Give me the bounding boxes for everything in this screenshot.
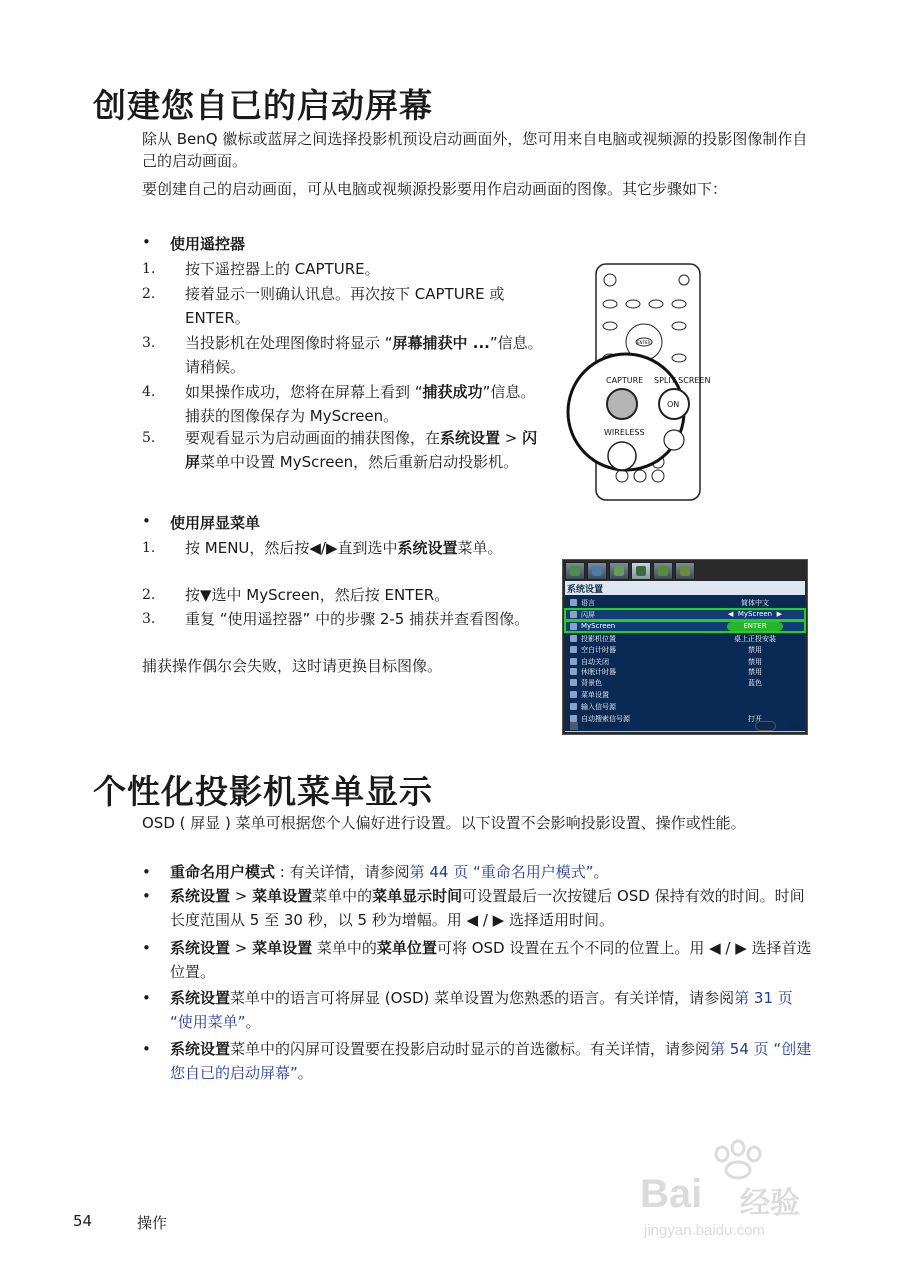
sleep-timer-icon bbox=[570, 668, 577, 675]
remote-control-illustration bbox=[566, 262, 711, 502]
osd-row-myscreen: MyScreen ENTER bbox=[565, 621, 805, 632]
splash-icon bbox=[570, 611, 577, 618]
osd-row-projector-position: 投影机位置 桌上正投安装 bbox=[565, 633, 805, 644]
menu-settings-icon bbox=[570, 691, 577, 698]
projector-position-icon bbox=[570, 635, 577, 642]
capture-note: 捕获操作偶尔会失败，这时请更换目标图像。 bbox=[142, 657, 443, 675]
bullet-splash-screen: • 系统设置菜单中的闪屏可设置要在投影启动时显示的首选徽标。有关详情，请参阅第 54 页 “创建您自已的启动屏幕”。 bbox=[142, 1040, 812, 1082]
blank-timer-icon bbox=[570, 646, 577, 653]
left-arrow-icon: ◀ bbox=[728, 610, 738, 618]
osd-enter-button: ENTER bbox=[727, 622, 783, 631]
osd-row-auto-off: 自动关闭 禁用 bbox=[565, 656, 805, 667]
intro-paragraph-2: 要创建自己的启动画面，可从电脑或视频源投影要用作启动画面的图像。其它步骤如下： bbox=[142, 180, 728, 198]
link-page-44[interactable]: 第 44 页 “重命名用户模式” bbox=[409, 863, 594, 881]
bullet-language: • 系统设置菜单中的语言可将屏显 (OSD) 菜单设置为您熟悉的语言。有关详情，请参阅第 31 页 “使用菜单”。 bbox=[142, 989, 793, 1031]
link-page-54[interactable]: 第 54 页 “创建您自已的启动屏幕” bbox=[170, 1040, 812, 1082]
osd-row-background-color: 背景色 蓝色 bbox=[565, 677, 805, 688]
osd-tab-display bbox=[609, 562, 629, 580]
baidu-watermark: Bai 经验 jingyan.baidu.com bbox=[640, 1140, 840, 1250]
paw-icon bbox=[708, 1140, 768, 1180]
right-arrow-icon: ▶ bbox=[772, 610, 782, 618]
system-setup-icon bbox=[636, 566, 646, 576]
svg-text:ENTER: ENTER bbox=[637, 340, 651, 345]
source-icon bbox=[570, 722, 578, 730]
myscreen-icon bbox=[570, 623, 577, 630]
osd-tab-information bbox=[675, 562, 695, 580]
capture-button-graphic bbox=[607, 389, 637, 419]
osd-row-splash-screen: 闪屏 ◀ MyScreen ▶ bbox=[565, 609, 805, 620]
osd-menu-title: 系统设置 bbox=[567, 585, 604, 595]
osd-tab-advanced-picture bbox=[587, 562, 607, 580]
osd-row-blank-timer: 空白计时器 禁用 bbox=[565, 644, 805, 655]
bullet-rename-user-mode: • 重命名用户模式 : 有关详情，请参阅第 44 页 “重命名用户模式”。 bbox=[142, 863, 609, 881]
osd-tab-strip bbox=[565, 562, 805, 582]
bullet-menu-display-time: • 系统设置 > 菜单设置菜单中的菜单显示时间可设置最后一次按键后 OSD 保持有效的时间。时间长度范围从 5 至 30 秒，以 5 秒为增幅。用 ◀ / ▶ 选择适用时间。 bbox=[142, 887, 805, 929]
bullet-menu-position: • 系统设置 > 菜单设置 菜单中的菜单位置可将 OSD 设置在五个不同的位置上。用 ◀ / ▶ 选择首选位置。 bbox=[142, 939, 812, 981]
remote-capture-label: CAPTURE bbox=[606, 376, 644, 385]
section-title-startup-screen: 创建您自已的启动屏幕 bbox=[93, 86, 433, 125]
osd-row-menu-settings: 菜单设置 bbox=[565, 689, 805, 700]
osd-row-language: 语言 简体中文 bbox=[565, 597, 805, 608]
remote-on-label: ON bbox=[667, 400, 680, 409]
display-icon bbox=[614, 566, 624, 576]
osd-row-input-source: 输入信号源 bbox=[565, 701, 805, 712]
osd-menu-illustration bbox=[562, 559, 808, 735]
osd-menu-list bbox=[565, 595, 805, 731]
intro-paragraph-1: 除从 BenQ 徽标或蓝屏之间选择投影机预设启动画面外，您可用来自电脑或视频源的投影图像制作自己的启动画面。 bbox=[142, 130, 808, 170]
osd-intro-paragraph: OSD ( 屏显 ) 菜单可根据您个人偏好进行设置。以下设置不会影响投影设置、操作或性能。 bbox=[142, 814, 746, 832]
advanced-system-icon bbox=[658, 566, 668, 576]
link-page-31[interactable]: 第 31 页 “使用菜单” bbox=[170, 989, 793, 1031]
remote-wireless-label: WIRELESS bbox=[604, 428, 645, 437]
information-icon bbox=[680, 566, 690, 576]
splash-value: ◀ MyScreen ▶ bbox=[728, 610, 782, 618]
osd-tab-advanced-system bbox=[653, 562, 673, 580]
background-color-icon bbox=[570, 679, 577, 686]
page-number: 54 bbox=[73, 1212, 93, 1230]
osd-row-auto-source-search: 自动搜索信号源 打开 bbox=[565, 713, 805, 724]
osd-tab-system-setup bbox=[631, 562, 651, 580]
osd-tab-picture bbox=[565, 562, 585, 580]
osd-row-sleep-timer: 休眠计时器 禁用 bbox=[565, 666, 805, 677]
remote-split-label: SPLIT SCREEN bbox=[654, 376, 711, 385]
auto-off-icon bbox=[570, 658, 577, 665]
advanced-picture-icon bbox=[592, 566, 602, 576]
language-icon bbox=[570, 599, 577, 606]
exit-key-badge: EXIT bbox=[755, 721, 776, 731]
picture-icon bbox=[570, 566, 580, 576]
page-section-label: 操作 bbox=[137, 1214, 168, 1232]
osd-footer: 模拟 RGB EXIT 返回 bbox=[565, 720, 805, 732]
section-title-personalize-menu: 个性化投影机菜单显示 bbox=[93, 772, 433, 811]
input-source-icon bbox=[570, 703, 577, 710]
